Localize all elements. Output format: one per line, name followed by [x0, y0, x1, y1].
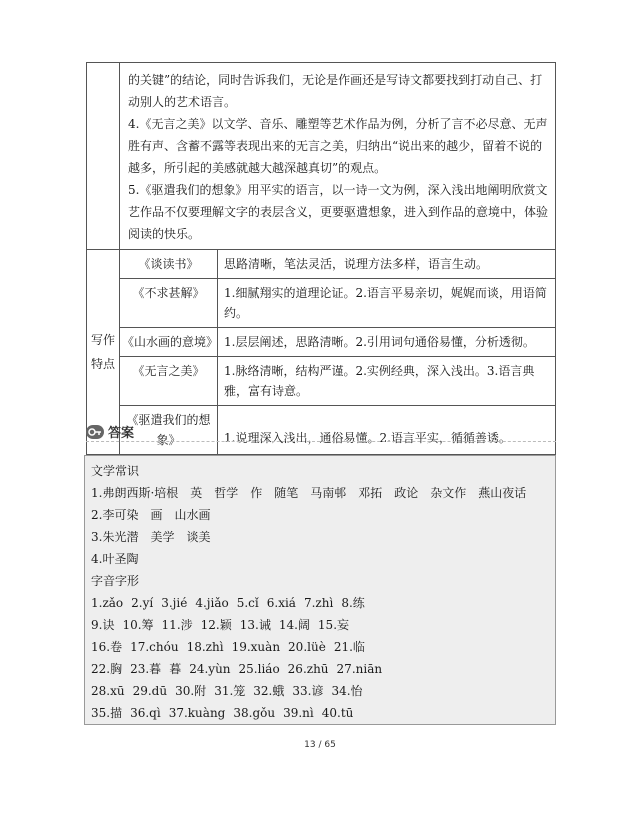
lit-line: 4.叶圣陶	[91, 552, 139, 566]
paragraph-5: 5.《驱遣我们的想象》用平实的语言，以一诗一文为例，深入浅出地阐明欣赏文艺作品不仅要理解文字的表层含义，更要驱遣想象，进入到作品的意境中，体验阅读的快乐。	[128, 183, 549, 241]
page-number: 13 / 65	[304, 740, 336, 750]
char-item: 12.颖	[200, 618, 232, 632]
char-item: 40.tū	[321, 706, 354, 720]
lit-line: 3.朱光潜 美学 谈美	[91, 530, 211, 544]
lit-line: 1.弗朗西斯·培根 英 哲学 作 随笔 马南邨 邓拓 政论 杂文作 燕山夜话	[91, 486, 527, 500]
char-item: 4.jiǎo	[195, 596, 229, 610]
feature-title: 《驱遣我们的想象》	[120, 406, 218, 455]
char-item: 11.涉	[161, 618, 193, 632]
feature-title: 《无言之美》	[120, 357, 218, 406]
summary-paragraphs	[120, 63, 556, 250]
char-item: 22.胸	[91, 662, 123, 676]
feature-desc: 1.说理深入浅出，通俗易懂。2.语言平实，循循善诱。	[218, 406, 556, 455]
char-item: 39.nì	[283, 706, 314, 720]
char-item: 3.jié	[161, 596, 188, 610]
char-heading: 字音字形	[91, 574, 140, 588]
char-item: 29.dū	[132, 684, 168, 698]
char-line	[91, 614, 549, 636]
char-item: 34.怡	[331, 684, 363, 698]
char-item: 暮	[169, 662, 182, 676]
char-item: 7.zhì	[303, 596, 334, 610]
char-line	[91, 702, 549, 724]
lit-heading: 文学常识	[91, 464, 140, 478]
char-item: 35.描	[91, 706, 123, 720]
char-item: 19.xuàn	[231, 640, 281, 654]
char-item: 23.暮	[130, 662, 162, 676]
char-item: 25.liáo	[238, 662, 280, 676]
char-item: 28.xū	[91, 684, 125, 698]
feature-desc: 思路清晰，笔法灵活，说理方法多样，语言生动。	[218, 250, 556, 279]
char-item: 10.筹	[122, 618, 154, 632]
feature-title: 《山水画的意境》	[120, 328, 218, 357]
answer-heading-text: 答案	[108, 426, 135, 441]
char-item: 30.附	[175, 684, 207, 698]
empty-label-cell	[87, 63, 120, 250]
paragraph-4: 4.《无言之美》以文学、音乐、雕塑等艺术作品为例，分析了言不必尽意、无声胜有声、含蓄不露等表现出来的无言之美，归纳出“说出来的越少，留着不说的越多，所引起的美感就越大越深越真切”的观点。	[128, 117, 548, 175]
char-item: 16.卷	[91, 640, 123, 654]
writing-features-label: 写作特点	[87, 250, 120, 455]
char-item: 37.kuàng	[168, 706, 226, 720]
char-item: 13.诫	[239, 618, 271, 632]
char-line	[91, 658, 549, 680]
char-item: 2.yí	[131, 596, 154, 610]
char-item: 9.诀	[91, 618, 115, 632]
char-item: 31.笼	[214, 684, 246, 698]
feature-desc: 1.层层阐述，思路清晰。2.引用词句通俗易懂，分析透彻。	[218, 328, 556, 357]
char-item: 18.zhì	[186, 640, 224, 654]
feature-title: 《不求甚解》	[120, 279, 218, 328]
char-line	[91, 680, 549, 702]
feature-desc: 1.细腻翔实的道理论证。2.语言平易亲切，娓娓而谈，用语简约。	[218, 279, 556, 328]
feature-desc: 1.脉络清晰，结构严谨。2.实例经典，深入浅出。3.语言典雅，富有诗意。	[218, 357, 556, 406]
char-item: 27.niān	[336, 662, 383, 676]
char-item: 14.阔	[278, 618, 310, 632]
char-item: 38.gǒu	[233, 706, 276, 720]
key-icon	[86, 425, 104, 439]
char-item: 21.临	[333, 640, 365, 654]
answer-box	[84, 455, 556, 725]
char-item: 5.cǐ	[236, 596, 259, 610]
char-item: 17.chóu	[130, 640, 179, 654]
char-item: 33.谚	[292, 684, 324, 698]
char-item: 15.妄	[317, 618, 350, 632]
char-line	[91, 636, 549, 658]
char-item: 1.zǎo	[91, 596, 124, 610]
paragraph-3-tail: 的关键”的结论，同时告诉我们，无论是作画还是写诗文都要找到打动自己、打动别人的艺术语言。	[128, 73, 543, 109]
summary-table	[86, 62, 556, 455]
char-item: 32.蛾	[253, 684, 285, 698]
char-item: 20.lüè	[288, 640, 326, 654]
char-item: 36.qì	[130, 706, 161, 720]
divider	[86, 441, 556, 442]
lit-line: 2.李可染 画 山水画	[91, 508, 211, 522]
answer-heading	[86, 422, 134, 441]
char-item: 8.练	[341, 596, 365, 610]
char-item: 26.zhū	[287, 662, 329, 676]
char-item: 24.yùn	[189, 662, 231, 676]
feature-title: 《谈读书》	[120, 250, 218, 279]
char-line	[91, 592, 549, 614]
char-item: 6.xiá	[266, 596, 296, 610]
